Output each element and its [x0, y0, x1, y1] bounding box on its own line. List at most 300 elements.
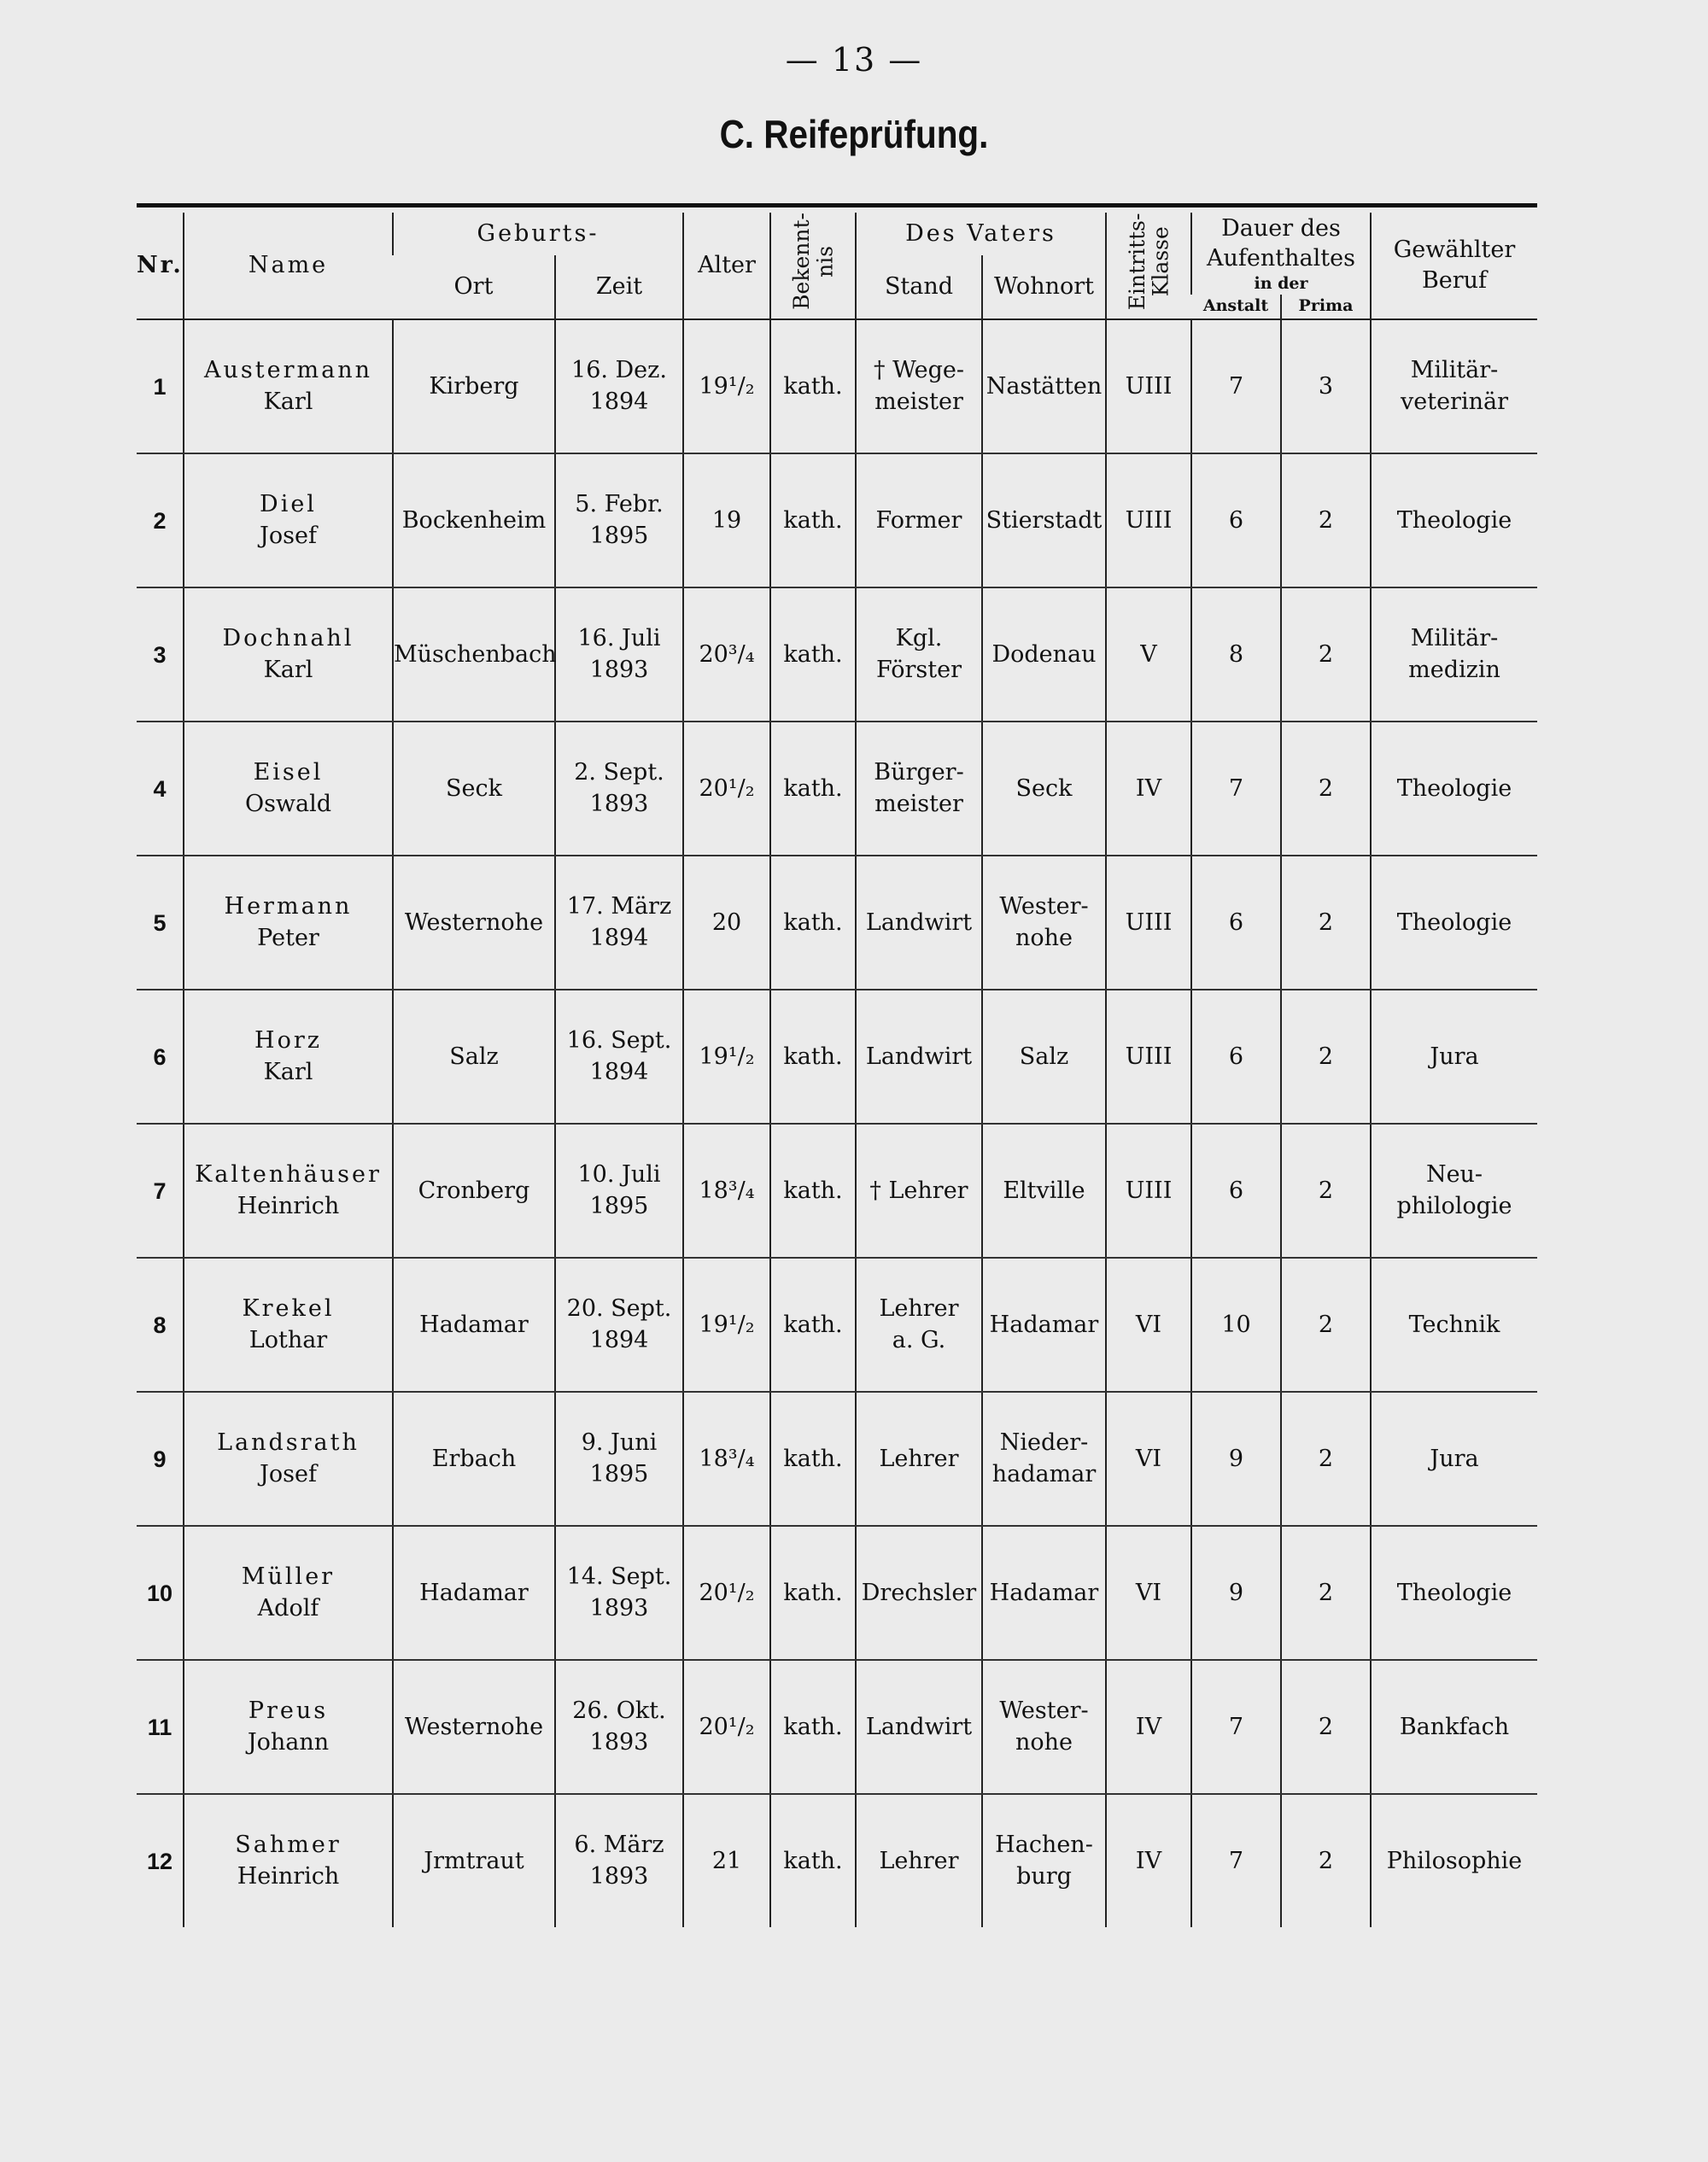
cell-name-surname: Dochnahl — [222, 625, 354, 652]
cell-bekenntnis-bek: kath. — [783, 1713, 843, 1740]
cell-vater-stand-stand2: meister — [874, 388, 963, 415]
cell-eintritts-klasse-klasse: UIII — [1125, 372, 1173, 400]
cell-eintritts-klasse-klasse: UIII — [1125, 1177, 1173, 1204]
cell-name-surname: Austermann — [204, 357, 372, 384]
cell-geburtsort-ort: Salz — [449, 1043, 499, 1070]
cell-dauer-anstalt — [1191, 453, 1281, 587]
cell-name-given: Lothar — [249, 1326, 328, 1353]
cell-vater-stand — [856, 587, 982, 722]
cell-name-surname: Müller — [241, 1563, 336, 1591]
cell-dauer-prima-prima: 2 — [1318, 640, 1334, 668]
cell-nr — [137, 856, 184, 990]
cell-nr — [137, 990, 184, 1124]
cell-vater-wohnort-wohn1: Wester- — [999, 1697, 1089, 1725]
cell-beruf-beruf2: philologie — [1396, 1192, 1512, 1219]
cell-dauer-prima-prima: 2 — [1318, 1043, 1334, 1070]
cell-vater-wohnort-wohn1: Wester- — [999, 893, 1089, 920]
cell-geburtsort — [393, 1526, 555, 1660]
cell-alter-alter: 20¹/₂ — [699, 1713, 755, 1740]
cell-alter-alter: 20³/₄ — [699, 640, 755, 668]
cell-vater-wohnort — [982, 1794, 1106, 1927]
cell-geburtsort-ort: Hadamar — [419, 1311, 529, 1338]
cell-nr — [137, 1392, 184, 1526]
cell-eintritts-klasse — [1106, 1258, 1191, 1392]
table-row — [137, 722, 1537, 856]
cell-beruf — [1371, 856, 1537, 990]
cell-beruf — [1371, 1660, 1537, 1794]
cell-dauer-anstalt-anstalt: 7 — [1228, 1713, 1244, 1740]
header-gewaehlter-beruf: Gewählter Beruf — [1371, 213, 1537, 319]
cell-vater-wohnort-wohn2: hadamar — [991, 1460, 1097, 1487]
cell-nr-nr: 11 — [147, 1714, 173, 1740]
cell-vater-wohnort-wohn2: burg — [1016, 1862, 1072, 1890]
cell-bekenntnis — [770, 319, 856, 453]
cell-alter — [683, 1660, 770, 1794]
cell-bekenntnis — [770, 1124, 856, 1258]
cell-geburtszeit-zeit2: 1894 — [589, 1326, 649, 1353]
cell-name — [184, 722, 393, 856]
header-nr: Nr. — [137, 213, 184, 319]
table-body — [137, 319, 1537, 1927]
header-dauer: Dauer des Aufenthaltes in der — [1191, 213, 1371, 295]
cell-geburtsort — [393, 1660, 555, 1794]
table-row — [137, 990, 1537, 1124]
cell-alter-alter: 19¹/₂ — [699, 1311, 755, 1338]
cell-eintritts-klasse-klasse: UIII — [1125, 506, 1173, 534]
cell-bekenntnis-bek: kath. — [783, 506, 843, 534]
cell-eintritts-klasse — [1106, 1526, 1191, 1660]
cell-vater-stand-stand1: Lehrer — [879, 1295, 959, 1323]
cell-bekenntnis-bek: kath. — [783, 774, 843, 802]
cell-bekenntnis-bek: kath. — [783, 1579, 843, 1606]
header-bekenntnis: Bekennt-nis — [770, 213, 856, 319]
header-eintritts-klasse: Eintritts-Klasse — [1106, 213, 1191, 319]
header-zeit: Zeit — [555, 255, 683, 319]
cell-nr-nr: 9 — [153, 1446, 167, 1472]
table-row — [137, 1124, 1537, 1258]
cell-name-surname: Kaltenhäuser — [195, 1161, 382, 1189]
cell-alter-alter: 19¹/₂ — [699, 1043, 755, 1070]
cell-alter — [683, 1258, 770, 1392]
cell-dauer-prima — [1281, 1258, 1371, 1392]
cell-dauer-prima-prima: 2 — [1318, 506, 1334, 534]
cell-geburtszeit-zeit1: 6. März — [574, 1832, 664, 1859]
cell-beruf — [1371, 990, 1537, 1124]
cell-vater-wohnort-wohn1: Hadamar — [989, 1311, 1099, 1338]
cell-name-given: Adolf — [257, 1594, 319, 1622]
cell-dauer-anstalt-anstalt: 6 — [1228, 1043, 1244, 1070]
cell-nr — [137, 319, 184, 453]
section-title: C. Reifeprüfung. — [719, 112, 989, 156]
cell-vater-wohnort — [982, 856, 1106, 990]
cell-alter — [683, 990, 770, 1124]
cell-dauer-anstalt — [1191, 1526, 1281, 1660]
cell-vater-wohnort — [982, 722, 1106, 856]
cell-dauer-prima-prima: 2 — [1318, 774, 1334, 802]
cell-beruf-beruf1: Theologie — [1396, 1579, 1512, 1606]
cell-name-surname: Hermann — [224, 893, 353, 920]
cell-bekenntnis-bek: kath. — [783, 372, 843, 400]
cell-dauer-prima — [1281, 1526, 1371, 1660]
header-stand: Stand — [856, 255, 982, 319]
cell-name-given: Heinrich — [237, 1862, 340, 1890]
cell-name — [184, 587, 393, 722]
cell-beruf — [1371, 1392, 1537, 1526]
cell-vater-stand-stand1: Landwirt — [865, 909, 973, 936]
table-row — [137, 453, 1537, 587]
cell-name-given: Heinrich — [237, 1192, 340, 1219]
cell-vater-wohnort-wohn1: Stierstadt — [986, 506, 1103, 534]
table-row — [137, 319, 1537, 453]
cell-geburtsort — [393, 1124, 555, 1258]
cell-name-given: Josef — [260, 1460, 317, 1487]
cell-beruf-beruf1: Jura — [1430, 1043, 1479, 1070]
cell-geburtszeit-zeit2: 1893 — [589, 1728, 649, 1756]
cell-dauer-prima-prima: 2 — [1318, 1311, 1334, 1338]
cell-nr-nr: 12 — [146, 1848, 173, 1874]
cell-beruf-beruf1: Jura — [1430, 1445, 1479, 1472]
cell-name-surname: Eisel — [253, 759, 324, 786]
cell-dauer-anstalt — [1191, 722, 1281, 856]
cell-dauer-anstalt — [1191, 1794, 1281, 1927]
header-ort: Ort — [393, 255, 555, 319]
cell-nr — [137, 1660, 184, 1794]
cell-bekenntnis — [770, 1526, 856, 1660]
cell-geburtsort — [393, 990, 555, 1124]
cell-vater-stand-stand1: Drechsler — [861, 1579, 977, 1606]
cell-geburtszeit-zeit2: 1894 — [589, 388, 649, 415]
cell-dauer-anstalt-anstalt: 10 — [1221, 1311, 1251, 1338]
cell-geburtszeit-zeit2: 1895 — [589, 522, 649, 549]
cell-geburtsort — [393, 319, 555, 453]
cell-nr-nr: 1 — [153, 373, 167, 400]
cell-geburtsort — [393, 1258, 555, 1392]
cell-name-given: Josef — [260, 522, 317, 549]
cell-geburtszeit — [555, 319, 683, 453]
cell-name-given: Oswald — [244, 790, 332, 817]
cell-eintritts-klasse-klasse: VI — [1135, 1311, 1162, 1338]
cell-dauer-anstalt-anstalt: 6 — [1228, 1177, 1244, 1204]
cell-dauer-prima — [1281, 722, 1371, 856]
cell-geburtszeit-zeit2: 1895 — [589, 1192, 649, 1219]
header-prima: Prima — [1281, 295, 1371, 319]
cell-bekenntnis — [770, 453, 856, 587]
cell-nr — [137, 1258, 184, 1392]
cell-dauer-prima — [1281, 1660, 1371, 1794]
cell-geburtszeit-zeit1: 16. Dez. — [571, 357, 667, 384]
cell-dauer-prima-prima: 2 — [1318, 909, 1334, 936]
cell-geburtszeit-zeit2: 1894 — [589, 1058, 649, 1085]
cell-name — [184, 453, 393, 587]
cell-geburtsort-ort: Seck — [446, 774, 502, 802]
cell-alter-alter: 21 — [711, 1847, 742, 1874]
cell-bekenntnis-bek: kath. — [783, 1445, 843, 1472]
cell-eintritts-klasse — [1106, 319, 1191, 453]
cell-alter-alter: 19¹/₂ — [699, 372, 755, 400]
cell-name — [184, 1794, 393, 1927]
cell-geburtsort-ort: Westernohe — [404, 909, 544, 936]
cell-nr — [137, 1124, 184, 1258]
cell-beruf-beruf1: Militär- — [1410, 625, 1499, 652]
cell-geburtszeit-zeit1: 14. Sept. — [566, 1563, 672, 1591]
cell-geburtszeit-zeit1: 2. Sept. — [574, 759, 664, 786]
cell-beruf — [1371, 1258, 1537, 1392]
cell-geburtszeit-zeit1: 16. Sept. — [566, 1027, 672, 1055]
cell-bekenntnis — [770, 587, 856, 722]
cell-dauer-prima-prima: 2 — [1318, 1579, 1334, 1606]
cell-alter-alter: 20¹/₂ — [699, 774, 755, 802]
cell-nr-nr: 2 — [153, 507, 167, 534]
cell-eintritts-klasse — [1106, 1660, 1191, 1794]
cell-geburtsort — [393, 1392, 555, 1526]
cell-alter — [683, 1392, 770, 1526]
cell-geburtszeit — [555, 1660, 683, 1794]
cell-eintritts-klasse-klasse: V — [1140, 640, 1157, 668]
cell-geburtszeit — [555, 722, 683, 856]
cell-dauer-prima — [1281, 453, 1371, 587]
cell-eintritts-klasse — [1106, 990, 1191, 1124]
cell-vater-stand — [856, 1124, 982, 1258]
cell-vater-stand-stand1: Lehrer — [879, 1445, 959, 1472]
cell-vater-stand — [856, 1794, 982, 1927]
cell-geburtsort-ort: Hadamar — [419, 1579, 529, 1606]
cell-vater-stand — [856, 453, 982, 587]
table-row — [137, 1526, 1537, 1660]
cell-vater-wohnort-wohn1: Salz — [1019, 1043, 1069, 1070]
table-header — [137, 213, 1537, 319]
cell-nr-nr: 3 — [153, 641, 167, 668]
table-row — [137, 1660, 1537, 1794]
cell-vater-stand-stand2: a. G. — [892, 1326, 946, 1353]
cell-geburtszeit — [555, 453, 683, 587]
cell-bekenntnis-bek: kath. — [783, 1177, 843, 1204]
cell-name-surname: Diel — [260, 491, 317, 518]
cell-dauer-prima — [1281, 856, 1371, 990]
cell-dauer-prima — [1281, 990, 1371, 1124]
cell-eintritts-klasse — [1106, 1124, 1191, 1258]
cell-vater-stand-stand2: meister — [874, 790, 963, 817]
reifepruefung-table — [137, 213, 1537, 1927]
header-name: Name — [184, 213, 393, 319]
cell-bekenntnis — [770, 1794, 856, 1927]
cell-vater-stand-stand1: † Wege- — [874, 357, 964, 384]
cell-vater-wohnort — [982, 1660, 1106, 1794]
cell-dauer-anstalt — [1191, 856, 1281, 990]
cell-name — [184, 990, 393, 1124]
table-row — [137, 587, 1537, 722]
cell-bekenntnis-bek: kath. — [783, 1847, 843, 1874]
cell-beruf-beruf1: Technik — [1408, 1311, 1500, 1338]
cell-beruf — [1371, 453, 1537, 587]
cell-eintritts-klasse — [1106, 1794, 1191, 1927]
cell-geburtszeit-zeit2: 1893 — [589, 1594, 649, 1622]
graduates-table — [137, 203, 1537, 1927]
cell-nr-nr: 8 — [153, 1312, 167, 1338]
cell-vater-wohnort-wohn1: Eltville — [1003, 1177, 1085, 1204]
cell-beruf-beruf1: Theologie — [1396, 774, 1512, 802]
cell-vater-stand — [856, 990, 982, 1124]
cell-geburtsort — [393, 1794, 555, 1927]
header-alter: Alter — [683, 213, 770, 319]
cell-vater-stand-stand1: Lehrer — [879, 1847, 959, 1874]
cell-beruf — [1371, 1526, 1537, 1660]
cell-vater-wohnort — [982, 587, 1106, 722]
cell-dauer-prima — [1281, 587, 1371, 722]
cell-dauer-anstalt-anstalt: 7 — [1228, 774, 1244, 802]
cell-geburtsort — [393, 856, 555, 990]
cell-vater-wohnort — [982, 1526, 1106, 1660]
cell-vater-wohnort — [982, 1258, 1106, 1392]
cell-vater-wohnort — [982, 453, 1106, 587]
cell-geburtsort — [393, 587, 555, 722]
cell-geburtsort-ort: Jrmtraut — [424, 1847, 524, 1874]
cell-beruf-beruf1: Philosophie — [1386, 1847, 1523, 1874]
cell-dauer-anstalt-anstalt: 9 — [1228, 1445, 1244, 1472]
cell-vater-stand-stand1: Bürger- — [874, 759, 964, 786]
cell-dauer-anstalt-anstalt: 6 — [1228, 506, 1244, 534]
cell-dauer-prima-prima: 3 — [1318, 372, 1334, 400]
cell-nr-nr: 10 — [146, 1580, 173, 1606]
cell-vater-wohnort — [982, 1392, 1106, 1526]
cell-geburtszeit — [555, 1392, 683, 1526]
cell-geburtszeit-zeit2: 1895 — [589, 1460, 649, 1487]
cell-geburtsort-ort: Cronberg — [418, 1177, 530, 1204]
cell-name-surname: Horz — [254, 1027, 322, 1055]
cell-geburtszeit — [555, 587, 683, 722]
cell-vater-stand-stand1: Former — [875, 506, 962, 534]
cell-vater-stand-stand1: Landwirt — [865, 1043, 973, 1070]
cell-beruf — [1371, 722, 1537, 856]
cell-beruf — [1371, 1794, 1537, 1927]
cell-bekenntnis-bek: kath. — [783, 640, 843, 668]
cell-alter-alter: 20¹/₂ — [699, 1579, 755, 1606]
cell-vater-wohnort-wohn1: Dodenau — [991, 640, 1097, 668]
cell-name-surname: Preus — [248, 1697, 329, 1725]
cell-beruf-beruf1: Theologie — [1396, 506, 1512, 534]
table-row — [137, 1258, 1537, 1392]
cell-nr — [137, 1526, 184, 1660]
cell-dauer-anstalt — [1191, 990, 1281, 1124]
cell-name — [184, 856, 393, 990]
cell-name — [184, 1124, 393, 1258]
cell-name-surname: Sahmer — [235, 1832, 342, 1859]
cell-eintritts-klasse-klasse: UIII — [1125, 909, 1173, 936]
cell-geburtszeit-zeit1: 17. März — [566, 893, 672, 920]
cell-name — [184, 1258, 393, 1392]
cell-vater-wohnort-wohn1: Nastätten — [986, 372, 1103, 400]
cell-beruf-beruf1: Bankfach — [1399, 1713, 1510, 1740]
cell-vater-stand — [856, 722, 982, 856]
table-row — [137, 856, 1537, 990]
cell-alter — [683, 1794, 770, 1927]
cell-bekenntnis-bek: kath. — [783, 1311, 843, 1338]
cell-vater-stand-stand2: Förster — [875, 656, 962, 683]
header-des-vaters: Des Vaters — [856, 213, 1106, 255]
cell-alter — [683, 453, 770, 587]
cell-vater-wohnort-wohn1: Nieder- — [999, 1429, 1089, 1457]
cell-name — [184, 1526, 393, 1660]
cell-geburtszeit — [555, 1794, 683, 1927]
cell-vater-stand — [856, 1392, 982, 1526]
cell-name-given: Johann — [247, 1728, 330, 1756]
cell-name-given: Karl — [263, 388, 313, 415]
cell-name-given: Peter — [257, 924, 319, 951]
cell-nr-nr: 5 — [153, 909, 167, 936]
cell-bekenntnis — [770, 1258, 856, 1392]
cell-geburtszeit-zeit2: 1893 — [589, 656, 649, 683]
cell-vater-wohnort-wohn1: Hadamar — [989, 1579, 1099, 1606]
cell-eintritts-klasse — [1106, 453, 1191, 587]
cell-eintritts-klasse-klasse: IV — [1135, 1713, 1162, 1740]
cell-eintritts-klasse — [1106, 722, 1191, 856]
cell-nr — [137, 722, 184, 856]
cell-dauer-prima — [1281, 1794, 1371, 1927]
cell-geburtszeit-zeit1: 16. Juli — [577, 625, 661, 652]
cell-bekenntnis-bek: kath. — [783, 909, 843, 936]
table-row — [137, 1794, 1537, 1927]
cell-dauer-anstalt — [1191, 1660, 1281, 1794]
cell-dauer-prima — [1281, 319, 1371, 453]
cell-geburtszeit — [555, 1258, 683, 1392]
cell-eintritts-klasse — [1106, 1392, 1191, 1526]
cell-eintritts-klasse-klasse: VI — [1135, 1445, 1162, 1472]
cell-alter-alter: 19 — [711, 506, 742, 534]
cell-beruf-beruf2: veterinär — [1401, 388, 1508, 415]
cell-eintritts-klasse-klasse: UIII — [1125, 1043, 1173, 1070]
cell-eintritts-klasse-klasse: IV — [1135, 1847, 1162, 1874]
cell-geburtszeit — [555, 990, 683, 1124]
cell-alter — [683, 1124, 770, 1258]
cell-dauer-anstalt — [1191, 587, 1281, 722]
cell-nr — [137, 1794, 184, 1927]
cell-beruf-beruf1: Theologie — [1396, 909, 1512, 936]
cell-dauer-anstalt-anstalt: 8 — [1228, 640, 1244, 668]
cell-vater-wohnort — [982, 990, 1106, 1124]
cell-dauer-prima-prima: 2 — [1318, 1445, 1334, 1472]
cell-nr-nr: 7 — [153, 1177, 167, 1204]
cell-geburtszeit-zeit1: 9. Juni — [581, 1429, 658, 1457]
cell-dauer-anstalt-anstalt: 9 — [1228, 1579, 1244, 1606]
cell-bekenntnis — [770, 1392, 856, 1526]
cell-dauer-prima-prima: 2 — [1318, 1177, 1334, 1204]
cell-geburtszeit-zeit1: 20. Sept. — [566, 1295, 672, 1323]
cell-vater-stand-stand1: Kgl. — [895, 625, 943, 652]
cell-bekenntnis — [770, 990, 856, 1124]
cell-dauer-anstalt-anstalt: 7 — [1228, 372, 1244, 400]
table-row — [137, 1392, 1537, 1526]
cell-bekenntnis — [770, 1660, 856, 1794]
cell-beruf — [1371, 1124, 1537, 1258]
cell-nr-nr: 4 — [153, 775, 167, 802]
cell-dauer-prima-prima: 2 — [1318, 1713, 1334, 1740]
cell-bekenntnis — [770, 722, 856, 856]
cell-alter-alter: 18³/₄ — [699, 1177, 755, 1204]
cell-alter — [683, 856, 770, 990]
cell-geburtszeit-zeit2: 1893 — [589, 1862, 649, 1890]
cell-vater-wohnort — [982, 319, 1106, 453]
cell-name-given: Karl — [263, 1058, 313, 1085]
cell-dauer-anstalt — [1191, 1258, 1281, 1392]
cell-geburtsort-ort: Erbach — [431, 1445, 517, 1472]
cell-eintritts-klasse — [1106, 856, 1191, 990]
cell-dauer-anstalt-anstalt: 7 — [1228, 1847, 1244, 1874]
cell-beruf — [1371, 587, 1537, 722]
cell-vater-wohnort-wohn2: nohe — [1015, 924, 1073, 951]
cell-bekenntnis — [770, 856, 856, 990]
cell-name — [184, 1660, 393, 1794]
cell-beruf-beruf1: Neu- — [1425, 1161, 1483, 1189]
cell-geburtsort-ort: Kirberg — [429, 372, 519, 400]
